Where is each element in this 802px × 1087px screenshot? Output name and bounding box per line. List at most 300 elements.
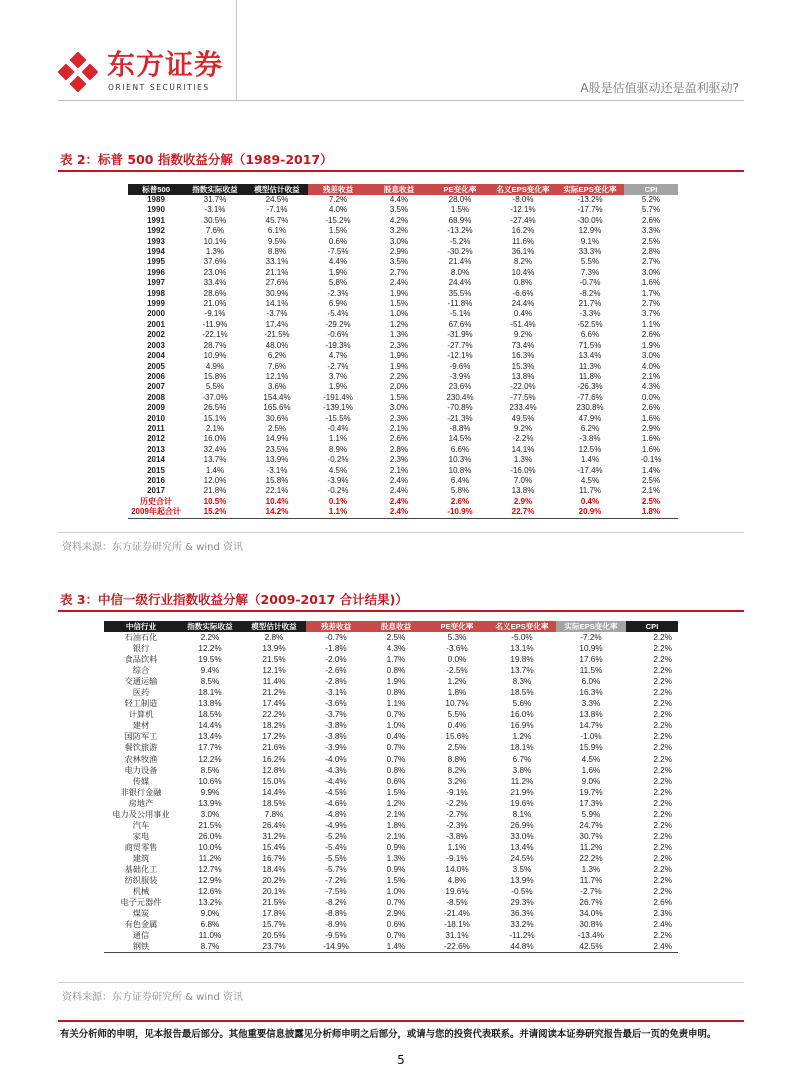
- table-cell: 12.9%: [578, 226, 602, 236]
- row-label: 2013: [147, 444, 165, 454]
- table-cell: 2.2%: [653, 853, 672, 863]
- table2-header-row: [128, 184, 678, 195]
- row-label: 1999: [147, 299, 165, 309]
- table-cell: 1.1%: [308, 507, 368, 518]
- table-cell: -0.7%: [325, 633, 347, 642]
- table-cell: 4.0%: [328, 205, 348, 215]
- brand-name-en: ORIENT SECURITIES: [108, 83, 210, 92]
- table-cell: 29.3%: [510, 898, 534, 908]
- table-row: [104, 643, 678, 654]
- table-cell: 1.2%: [386, 798, 406, 808]
- table-cell: 8.8%: [267, 247, 287, 257]
- table-cell: 1.6%: [641, 278, 661, 288]
- table-cell: 230.4%: [446, 392, 474, 402]
- page-number: 5: [397, 1053, 405, 1067]
- table-cell: 13.8%: [579, 710, 603, 720]
- table-row: [128, 226, 678, 236]
- table-cell: 2.4%: [389, 475, 409, 485]
- table-cell: 15.2%: [184, 507, 246, 518]
- table-cell: 10.3%: [448, 455, 472, 465]
- table3-header-row: [104, 621, 678, 632]
- table-cell: 5.3%: [447, 633, 467, 642]
- table-cell: 4.5%: [580, 475, 600, 485]
- table-cell: 1.4%: [641, 465, 661, 475]
- table-cell: 9.9%: [200, 787, 220, 797]
- table-cell: 2.1%: [205, 423, 225, 433]
- row-label: 2016: [147, 475, 165, 485]
- table-cell: -2.8%: [325, 677, 347, 687]
- table-cell: 12.5%: [578, 444, 602, 454]
- table-row: [104, 632, 678, 643]
- table-cell: 26.4%: [262, 820, 286, 830]
- table2-title: 表 2：标普 500 指数收益分解（1989-2017）: [60, 152, 333, 167]
- table-cell: 68.9%: [448, 215, 472, 225]
- table-row: [128, 362, 678, 372]
- table-row: [128, 382, 678, 392]
- table-cell: 2.4%: [389, 486, 409, 496]
- table-cell: 0.8%: [386, 765, 406, 775]
- table-cell: -22.1%: [202, 330, 228, 340]
- table-cell: -4.6%: [325, 798, 347, 808]
- row-label: 1997: [147, 278, 165, 288]
- table-cell: 1.0%: [389, 309, 409, 319]
- row-label: 1990: [147, 205, 165, 215]
- table-cell: 7.6%: [267, 361, 287, 371]
- table-cell: 2.9%: [641, 423, 661, 433]
- table-cell: -5.5%: [325, 853, 347, 863]
- table-cell: 3.0%: [641, 267, 661, 277]
- table-cell: -0.5%: [511, 887, 533, 897]
- table-cell: -15.5%: [325, 413, 351, 423]
- table-cell: 42.5%: [556, 941, 626, 953]
- table-cell: 2.6%: [450, 496, 470, 506]
- table-cell: 6.6%: [450, 444, 470, 454]
- header-rule: [58, 100, 744, 101]
- table-cell: 3.7%: [641, 309, 661, 319]
- table-row: [128, 205, 678, 215]
- table-cell: 0.8%: [513, 278, 533, 288]
- table-cell: -8.8%: [449, 423, 471, 433]
- table-cell: 2.2%: [653, 699, 672, 709]
- table-cell: 23.6%: [448, 382, 472, 392]
- row-label: 2002: [147, 330, 165, 340]
- table-cell: 22.2%: [262, 710, 286, 720]
- row-label: 机械: [132, 887, 150, 897]
- table3-source: 资料来源：东方证券研究所 & wind 资讯: [62, 992, 243, 1003]
- table-cell: 0.9%: [386, 842, 406, 852]
- table-cell: -15.2%: [325, 215, 351, 225]
- table-row: [128, 247, 678, 257]
- row-label: 1989: [147, 195, 165, 204]
- table-cell: 1.1%: [386, 699, 406, 709]
- table-cell: 1.2%: [447, 677, 467, 687]
- table-cell: 2.3%: [389, 455, 409, 465]
- table-cell: 2.2%: [653, 787, 672, 797]
- row-label: 石油石化: [124, 633, 158, 642]
- table3-body: [104, 632, 678, 953]
- table-cell: 1.7%: [641, 288, 661, 298]
- table-cell: -11.9%: [202, 319, 228, 329]
- table-cell: 18.5%: [262, 798, 286, 808]
- table-cell: -14.9%: [306, 941, 366, 953]
- table-row: [104, 698, 678, 709]
- table-cell: 20.5%: [262, 931, 286, 941]
- table-cell: 15.6%: [445, 732, 469, 742]
- table-cell: -19.3%: [325, 340, 351, 350]
- table3-title-rule: [58, 610, 744, 612]
- row-label: 食品饮料: [124, 655, 158, 665]
- table-cell: 2.2%: [653, 776, 672, 786]
- table-cell: 67.6%: [448, 319, 472, 329]
- table-cell: 36.1%: [511, 247, 535, 257]
- table-cell: 1.6%: [641, 434, 661, 444]
- table-cell: 21.1%: [265, 267, 289, 277]
- table-cell: 30.7%: [579, 831, 603, 841]
- table-cell: 1.1%: [328, 434, 348, 444]
- row-label: 汽车: [132, 820, 150, 830]
- row-label: 2004: [147, 351, 165, 361]
- table-cell: 0.4%: [513, 309, 533, 319]
- table-row: [104, 864, 678, 875]
- table-cell: -17.4%: [577, 465, 603, 475]
- table-cell: 2.9%: [389, 247, 409, 257]
- table-cell: 0.7%: [386, 710, 406, 720]
- table-cell: 26.9%: [510, 820, 534, 830]
- table-cell: 33.3%: [578, 247, 602, 257]
- table-cell: 0.7%: [386, 754, 406, 764]
- table-cell: -18.1%: [444, 920, 470, 930]
- row-label: 2000: [147, 309, 165, 319]
- table-cell: -30.2%: [447, 247, 473, 257]
- table-cell: 2.2%: [653, 809, 672, 819]
- table-cell: 30.5%: [203, 215, 227, 225]
- table2-source: 资料来源：东方证券研究所 & wind 资讯: [62, 542, 243, 553]
- table-cell: 10.4%: [511, 267, 535, 277]
- table-cell: 17.6%: [579, 655, 603, 665]
- table-cell: 7.3%: [580, 267, 600, 277]
- table-cell: -4.4%: [325, 776, 347, 786]
- row-label: 2012: [147, 434, 165, 444]
- row-label: 2003: [147, 340, 165, 350]
- row-label: 基础化工: [124, 864, 158, 874]
- table-cell: 2.8%: [389, 444, 409, 454]
- table-cell: 21.0%: [203, 299, 227, 309]
- table-cell: 22.2%: [579, 853, 603, 863]
- column-header: 标普500: [128, 184, 184, 195]
- table-cell: 4.5%: [328, 465, 348, 475]
- table-cell: 6.1%: [267, 226, 287, 236]
- table-cell: 13.4%: [578, 351, 602, 361]
- table-cell: 2.4%: [626, 941, 678, 953]
- table-row: [104, 798, 678, 809]
- table-cell: -6.6%: [512, 288, 534, 298]
- table-cell: -3.8%: [579, 434, 601, 444]
- row-label: 轻工制造: [124, 699, 158, 709]
- table3-bottom-rule: [58, 982, 744, 983]
- orient-logo-icon: [58, 52, 98, 92]
- table-cell: 21.7%: [578, 299, 602, 309]
- table-cell: -13.2%: [447, 226, 473, 236]
- table-cell: 2.1%: [386, 809, 406, 819]
- table-cell: -4.5%: [325, 787, 347, 797]
- table-cell: 6.7%: [512, 754, 532, 764]
- table-cell: 5.8%: [450, 486, 470, 496]
- table-row: [128, 257, 678, 267]
- table-cell: -7.5%: [327, 247, 349, 257]
- table-cell: 0.6%: [386, 776, 406, 786]
- row-label: 2006: [147, 371, 165, 381]
- table-row: [128, 445, 678, 455]
- table-cell: 11.2%: [579, 842, 603, 852]
- table-cell: 8.8%: [447, 754, 467, 764]
- table-cell: 7.0%: [513, 475, 533, 485]
- table-cell: -0.1%: [640, 455, 662, 465]
- table-cell: 21.4%: [448, 257, 472, 267]
- table-cell: 13.9%: [265, 455, 289, 465]
- row-label: 2010: [147, 413, 165, 423]
- column-header: 指数实际收益: [178, 621, 242, 632]
- table-cell: 2.2%: [653, 831, 672, 841]
- table-cell: 15.8%: [265, 475, 289, 485]
- table-cell: 11.6%: [511, 236, 535, 246]
- table-cell: 24.7%: [579, 820, 603, 830]
- table-row: [128, 393, 678, 403]
- table-cell: 2.5%: [641, 236, 661, 246]
- table-cell: 5.5%: [205, 382, 225, 392]
- table-cell: 16.0%: [510, 710, 534, 720]
- table-cell: 2.4%: [389, 496, 409, 506]
- table-cell: 6.6%: [580, 330, 600, 340]
- row-label: 电力设备: [124, 765, 158, 775]
- table-row: [104, 765, 678, 776]
- table-cell: 15.4%: [262, 842, 286, 852]
- table-cell: 9.5%: [267, 236, 287, 246]
- table-cell: 2.9%: [513, 496, 533, 506]
- table-cell: -7.2%: [580, 633, 602, 642]
- table-cell: 17.4%: [262, 699, 286, 709]
- table-cell: 2.5%: [267, 423, 287, 433]
- table2-bottom-rule: [58, 532, 744, 533]
- table-cell: 1.4%: [205, 465, 225, 475]
- table-cell: 30.8%: [579, 920, 603, 930]
- table-row: [128, 403, 678, 413]
- table-cell: -12.1%: [447, 351, 473, 361]
- table-cell: 13.7%: [203, 455, 227, 465]
- table-cell: 1.7%: [386, 655, 406, 665]
- table-cell: 33.1%: [265, 257, 289, 267]
- table-cell: -2.6%: [325, 666, 347, 676]
- table-cell: -4.3%: [325, 765, 347, 775]
- table-cell: 12.2%: [198, 644, 222, 654]
- table-cell: 1.3%: [513, 455, 533, 465]
- column-header: PE变化率: [430, 184, 490, 195]
- table-cell: -11.8%: [447, 299, 473, 309]
- table-cell: 44.8%: [488, 941, 556, 953]
- table-cell: 30.9%: [265, 288, 289, 298]
- table-cell: 6.2%: [267, 351, 287, 361]
- table-cell: 1.1%: [447, 842, 467, 852]
- table-row: [104, 720, 678, 731]
- footer-rule: [58, 1020, 744, 1022]
- table-row: [128, 424, 678, 434]
- table-cell: 1.5%: [386, 876, 406, 886]
- table-cell: -37.0%: [202, 392, 228, 402]
- table-cell: 2.1%: [641, 486, 661, 496]
- table-cell: -7.1%: [266, 205, 288, 215]
- table-cell: 2.2%: [653, 666, 672, 676]
- table-cell: -1.8%: [325, 644, 347, 654]
- table-cell: -31.9%: [447, 330, 473, 340]
- table-row: [104, 731, 678, 742]
- table-cell: 3.7%: [328, 371, 348, 381]
- table-cell: -9.1%: [446, 853, 468, 863]
- table-cell: 26.0%: [198, 831, 222, 841]
- table-cell: 165.6%: [263, 403, 291, 413]
- table-row: [128, 414, 678, 424]
- table-cell: 18.5%: [510, 688, 534, 698]
- table-row: [104, 776, 678, 787]
- table-cell: -2.2%: [512, 434, 534, 444]
- table-cell: 9.4%: [200, 666, 220, 676]
- table-row: [104, 665, 678, 676]
- table-cell: 10.5%: [203, 496, 227, 506]
- table-cell: 1.6%: [581, 765, 601, 775]
- table-cell: -2.3%: [446, 820, 468, 830]
- table-cell: 71.5%: [578, 340, 602, 350]
- table-cell: 2.8%: [264, 633, 284, 642]
- table-cell: 13.2%: [198, 898, 222, 908]
- table-cell: 8.2%: [447, 765, 467, 775]
- table-row: [104, 754, 678, 765]
- table-cell: 10.7%: [445, 699, 469, 709]
- row-label: 钢铁: [104, 941, 178, 953]
- table-cell: -2.0%: [325, 655, 347, 665]
- table-cell: 10.4%: [265, 496, 289, 506]
- summary-row: [128, 497, 678, 507]
- table-cell: 0.8%: [386, 666, 406, 676]
- citic-industry-decomposition-table: [104, 621, 678, 953]
- table-cell: 230.8%: [576, 403, 604, 413]
- row-label: 计算机: [128, 710, 154, 720]
- table-cell: 73.4%: [511, 340, 535, 350]
- table-cell: 6.4%: [450, 475, 470, 485]
- table-cell: 8.7%: [178, 941, 242, 953]
- table-cell: -77.5%: [510, 392, 536, 402]
- table-cell: 2.2%: [653, 688, 672, 698]
- table-cell: 11.7%: [578, 486, 602, 496]
- table-cell: 11.5%: [579, 666, 603, 676]
- table-row: [104, 842, 678, 853]
- row-label: 传媒: [132, 776, 150, 786]
- table-cell: 23.7%: [242, 941, 306, 953]
- table-cell: -27.7%: [447, 340, 473, 350]
- table-cell: -4.9%: [325, 820, 347, 830]
- table-cell: -3.1%: [204, 205, 226, 215]
- table-row: [104, 897, 678, 908]
- table-cell: -22.0%: [510, 382, 536, 392]
- table-cell: 3.3%: [641, 226, 661, 236]
- table-cell: -30.0%: [577, 215, 603, 225]
- table-cell: 21.9%: [510, 787, 534, 797]
- column-header: 股息收益: [366, 621, 426, 632]
- table-cell: 13.9%: [198, 798, 222, 808]
- table-cell: 34.0%: [579, 909, 603, 919]
- table-cell: 15.0%: [262, 776, 286, 786]
- table-cell: 2.2%: [653, 633, 672, 642]
- table-cell: 13.4%: [198, 732, 222, 742]
- row-label: 1995: [147, 257, 165, 267]
- table-cell: 1.9%: [386, 677, 406, 687]
- table-cell: 19.6%: [445, 887, 469, 897]
- table-cell: 10.1%: [203, 236, 227, 246]
- table-cell: 36.3%: [510, 909, 534, 919]
- table-cell: -0.2%: [327, 455, 349, 465]
- table-cell: 9.1%: [580, 236, 600, 246]
- table-cell: -3.7%: [266, 309, 288, 319]
- table-cell: 0.6%: [328, 236, 348, 246]
- table-cell: 14.1%: [511, 444, 535, 454]
- table-cell: 15.1%: [203, 413, 227, 423]
- row-label: 电子元器件: [120, 898, 162, 908]
- table-cell: 9.2%: [513, 330, 533, 340]
- table-cell: 1.6%: [641, 413, 661, 423]
- table-cell: -9.1%: [204, 309, 226, 319]
- table-cell: 2.2%: [653, 887, 672, 897]
- table-cell: 2.6%: [641, 403, 661, 413]
- table-cell: 48.0%: [265, 340, 289, 350]
- table-cell: 1.3%: [386, 853, 406, 863]
- table-cell: 4.3%: [386, 644, 406, 654]
- table-cell: 2.7%: [641, 257, 661, 267]
- table-row: [128, 434, 678, 444]
- column-header: 残差收益: [306, 621, 366, 632]
- table-cell: -3.6%: [446, 644, 468, 654]
- table-cell: -22.6%: [426, 941, 488, 953]
- table-row: [104, 930, 678, 941]
- table-cell: -0.7%: [579, 278, 601, 288]
- table-cell: -3.9%: [449, 371, 471, 381]
- column-header: 模型估计收益: [242, 621, 306, 632]
- table-cell: 0.4%: [447, 721, 467, 731]
- table-cell: -0.4%: [327, 423, 349, 433]
- table-row: [128, 476, 678, 486]
- table-cell: 33.4%: [203, 278, 227, 288]
- table-cell: -77.6%: [577, 392, 603, 402]
- table-cell: 12.1%: [262, 666, 286, 676]
- column-header: PE变化率: [426, 621, 488, 632]
- table-cell: 1.5%: [450, 205, 470, 215]
- row-label: 2009年起合计: [128, 507, 184, 518]
- table-cell: 22.7%: [490, 507, 556, 518]
- table-cell: 8.2%: [513, 257, 533, 267]
- table-cell: 4.7%: [328, 351, 348, 361]
- column-header: 实际EPS变化率: [556, 184, 624, 195]
- table-cell: 1.0%: [386, 721, 406, 731]
- table-cell: 14.1%: [265, 299, 289, 309]
- table-cell: 24.4%: [511, 299, 535, 309]
- table-row: [104, 787, 678, 798]
- row-label: 1993: [147, 236, 165, 246]
- table-cell: -3.9%: [327, 475, 349, 485]
- table-cell: 16.3%: [511, 351, 535, 361]
- row-label: 1991: [147, 215, 165, 225]
- table-cell: 1.9%: [389, 361, 409, 371]
- row-label: 综合: [132, 666, 150, 676]
- table-cell: 4.2%: [389, 215, 409, 225]
- table-cell: 11.4%: [262, 677, 286, 687]
- table-cell: 18.2%: [262, 721, 286, 731]
- table-cell: 1.8%: [447, 688, 467, 698]
